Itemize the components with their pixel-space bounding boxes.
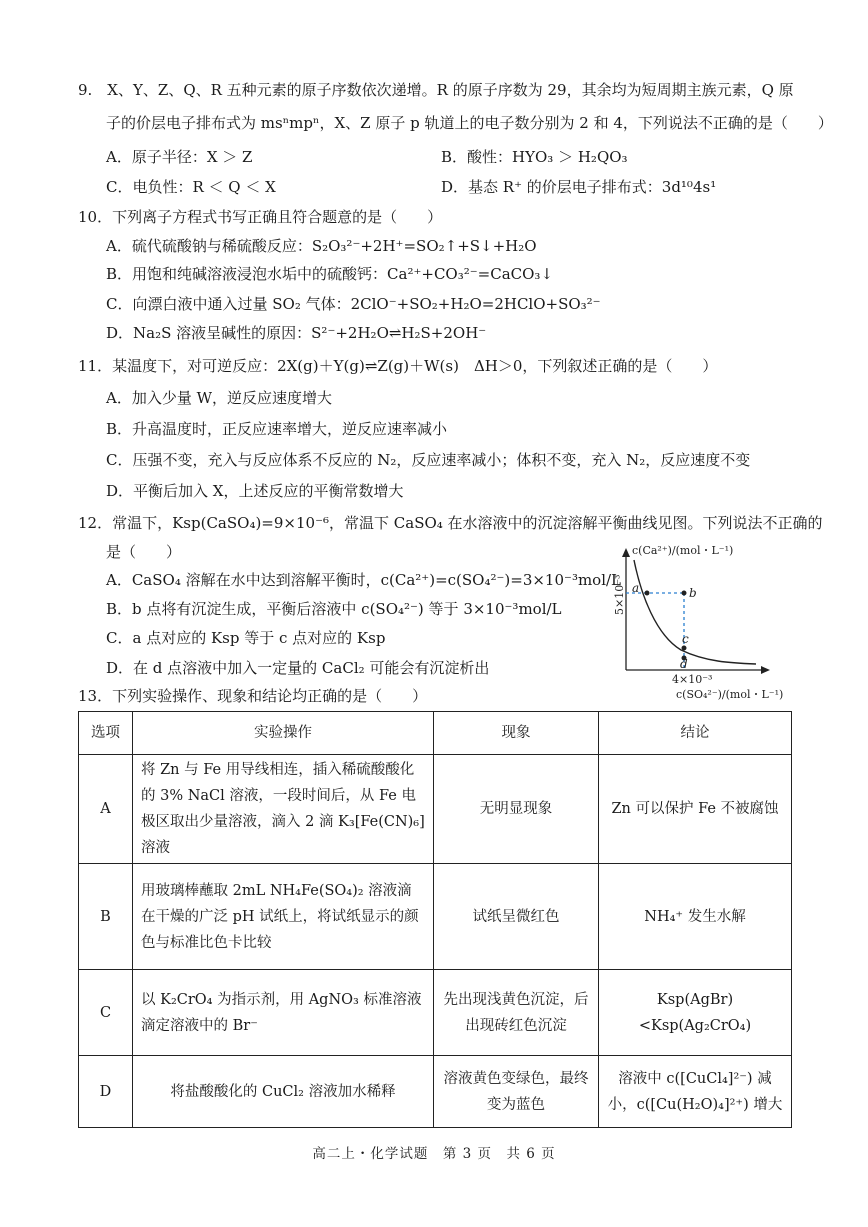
- row-c-operation: 以 K₂CrO₄ 为指示剂，用 AgNO₃ 标准溶液滴定溶液中的 Br⁻: [133, 970, 434, 1056]
- graph-x-tick: 4×10⁻³: [672, 673, 713, 686]
- row-b-operation: 用玻璃棒蘸取 2mL NH₄Fe(SO₄)₂ 溶液滴在干燥的广泛 pH 试纸上，将试纸显示的颜色与标准比色卡比较: [133, 864, 434, 970]
- graph-point-b: [682, 591, 687, 596]
- row-b-option: B: [79, 864, 133, 970]
- table-row: [79, 755, 792, 864]
- q12-stem-line1: 12．常温下，Ksp(CaSO₄)=9×10⁻⁶，常温下 CaSO₄ 在水溶液中的沉淀溶解平衡曲线见图。下列说法不正确的: [78, 514, 823, 532]
- graph-point-a: [645, 591, 650, 596]
- row-d-operation: 将盐酸酸化的 CuCl₂ 溶液加水稀释: [133, 1056, 434, 1128]
- header-option: 选项: [79, 712, 133, 755]
- graph-equilibrium-curve: [634, 560, 756, 664]
- graph-y-axis-label: c(Ca²⁺)/(mol・L⁻¹): [632, 544, 734, 557]
- graph-label-b: b: [689, 586, 697, 600]
- row-d-option: D: [79, 1056, 133, 1128]
- row-a-option: A: [79, 755, 133, 864]
- graph-x-axis-label: c(SO₄²⁻)/(mol・L⁻¹): [676, 688, 784, 701]
- q11-option-d: D．平衡后加入 X，上述反应的平衡常数增大: [106, 482, 404, 500]
- row-c-option: C: [79, 970, 133, 1056]
- row-d-conclusion: 溶液中 c([CuCl₄]²⁻) 减小，c([Cu(H₂O)₄]²⁺) 增大: [599, 1056, 792, 1128]
- table-header-row: [79, 712, 792, 755]
- q9-stem-line1: 9. X、Y、Z、Q、R 五种元素的原子序数依次递增。R 的原子序数为 29，其余均为短周期主族元素，Q 原: [78, 81, 794, 99]
- q10-stem: 10．下列离子方程式书写正确且符合题意的是（ ）: [78, 208, 443, 226]
- graph-y-arrow: [622, 548, 630, 557]
- graph-x-arrow: [761, 666, 770, 674]
- row-a-conclusion: Zn 可以保护 Fe 不被腐蚀: [599, 755, 792, 864]
- q10-option-a: A．硫代硫酸钠与稀硫酸反应：S₂O₃²⁻+2H⁺=SO₂↑+S↓+H₂O: [106, 237, 537, 255]
- q10-option-b: B．用饱和纯碱溶液浸泡水垢中的硫酸钙：Ca²⁺+CO₃²⁻=CaCO₃↓: [106, 265, 554, 283]
- graph-y-tick: 5×10⁻³: [613, 574, 626, 615]
- row-b-phenomenon: 试纸呈微红色: [434, 864, 599, 970]
- q10-option-c: C．向漂白液中通入过量 SO₂ 气体：2ClO⁻+SO₂+H₂O=2HClO+SO₃²⁻: [106, 295, 601, 313]
- q11-stem: 11．某温度下，对可逆反应：2X(g)＋Y(g)⇌Z(g)＋W(s) ΔH＞0，下列叙述正确的是（ ）: [78, 357, 718, 375]
- q9-option-a: A．原子半径：X ＞ Z: [106, 148, 253, 166]
- graph-label-c: c: [682, 632, 689, 646]
- header-conclusion: 结论: [599, 712, 792, 755]
- q12-option-d: D．在 d 点溶液中加入一定量的 CaCl₂ 可能会有沉淀析出: [106, 659, 490, 677]
- row-c-phenomenon: 先出现浅黄色沉淀，后出现砖红色沉淀: [434, 970, 599, 1056]
- q10-option-d: D．Na₂S 溶液呈碱性的原因：S²⁻+2H₂O⇌H₂S+2OH⁻: [106, 324, 487, 342]
- table-row: [79, 1056, 792, 1128]
- q12-option-a: A．CaSO₄ 溶解在水中达到溶解平衡时，c(Ca²⁺)=c(SO₄²⁻)=3×10⁻³mol/L: [106, 571, 622, 589]
- experiment-table: [78, 711, 792, 1128]
- q9-option-c: C．电负性：R ＜ Q ＜ X: [106, 178, 276, 196]
- q13-stem: 13．下列实验操作、现象和结论均正确的是（ ）: [78, 687, 428, 705]
- table-row: [79, 864, 792, 970]
- q12-stem-line2: 是（ ）: [106, 543, 182, 561]
- q11-option-c: C．压强不变，充入与反应体系不反应的 N₂，反应速率减小；体积不变，充入 N₂，反应速度不变: [106, 451, 751, 469]
- q12-option-b: B．b 点将有沉淀生成，平衡后溶液中 c(SO₄²⁻) 等于 3×10⁻³mol/L: [106, 600, 562, 618]
- row-d-phenomenon: 溶液黄色变绿色，最终变为蓝色: [434, 1056, 599, 1128]
- page-footer: 高二上・化学试题 第 3 页 共 6 页: [312, 1146, 556, 1162]
- graph-label-d: d: [680, 657, 688, 671]
- q9-option-b: B．酸性：HYO₃ ＞ H₂QO₃: [441, 148, 628, 166]
- header-operation: 实验操作: [133, 712, 434, 755]
- row-c-conclusion: Ksp(AgBr)<Ksp(Ag₂CrO₄): [599, 970, 792, 1056]
- q12-option-c: C．a 点对应的 Ksp 等于 c 点对应的 Ksp: [106, 629, 386, 647]
- graph-point-c: [682, 646, 687, 651]
- row-a-phenomenon: 无明显现象: [434, 755, 599, 864]
- table-row: [79, 970, 792, 1056]
- q11-option-a: A．加入少量 W，逆反应速度增大: [106, 389, 333, 407]
- q11-option-b: B．升高温度时，正反应速率增大，逆反应速率减小: [106, 420, 448, 438]
- q9-option-d: D．基态 R⁺ 的价层电子排布式：3d¹⁰4s¹: [441, 178, 717, 196]
- header-phenomenon: 现象: [434, 712, 599, 755]
- row-b-conclusion: NH₄⁺ 发生水解: [599, 864, 792, 970]
- solubility-equilibrium-graph: [596, 540, 796, 708]
- q9-stem-line2: 子的价层电子排布式为 msⁿmpⁿ，X、Z 原子 p 轨道上的电子数分别为 2 和 4，下列说法不正确的是（ ）: [106, 114, 833, 132]
- graph-label-a: a: [632, 581, 640, 595]
- row-a-operation: 将 Zn 与 Fe 用导线相连，插入稀硫酸酸化的 3% NaCl 溶液，一段时间后，从 Fe 电极区取出少量溶液，滴入 2 滴 K₃[Fe(CN)₆] 溶液: [133, 755, 434, 864]
